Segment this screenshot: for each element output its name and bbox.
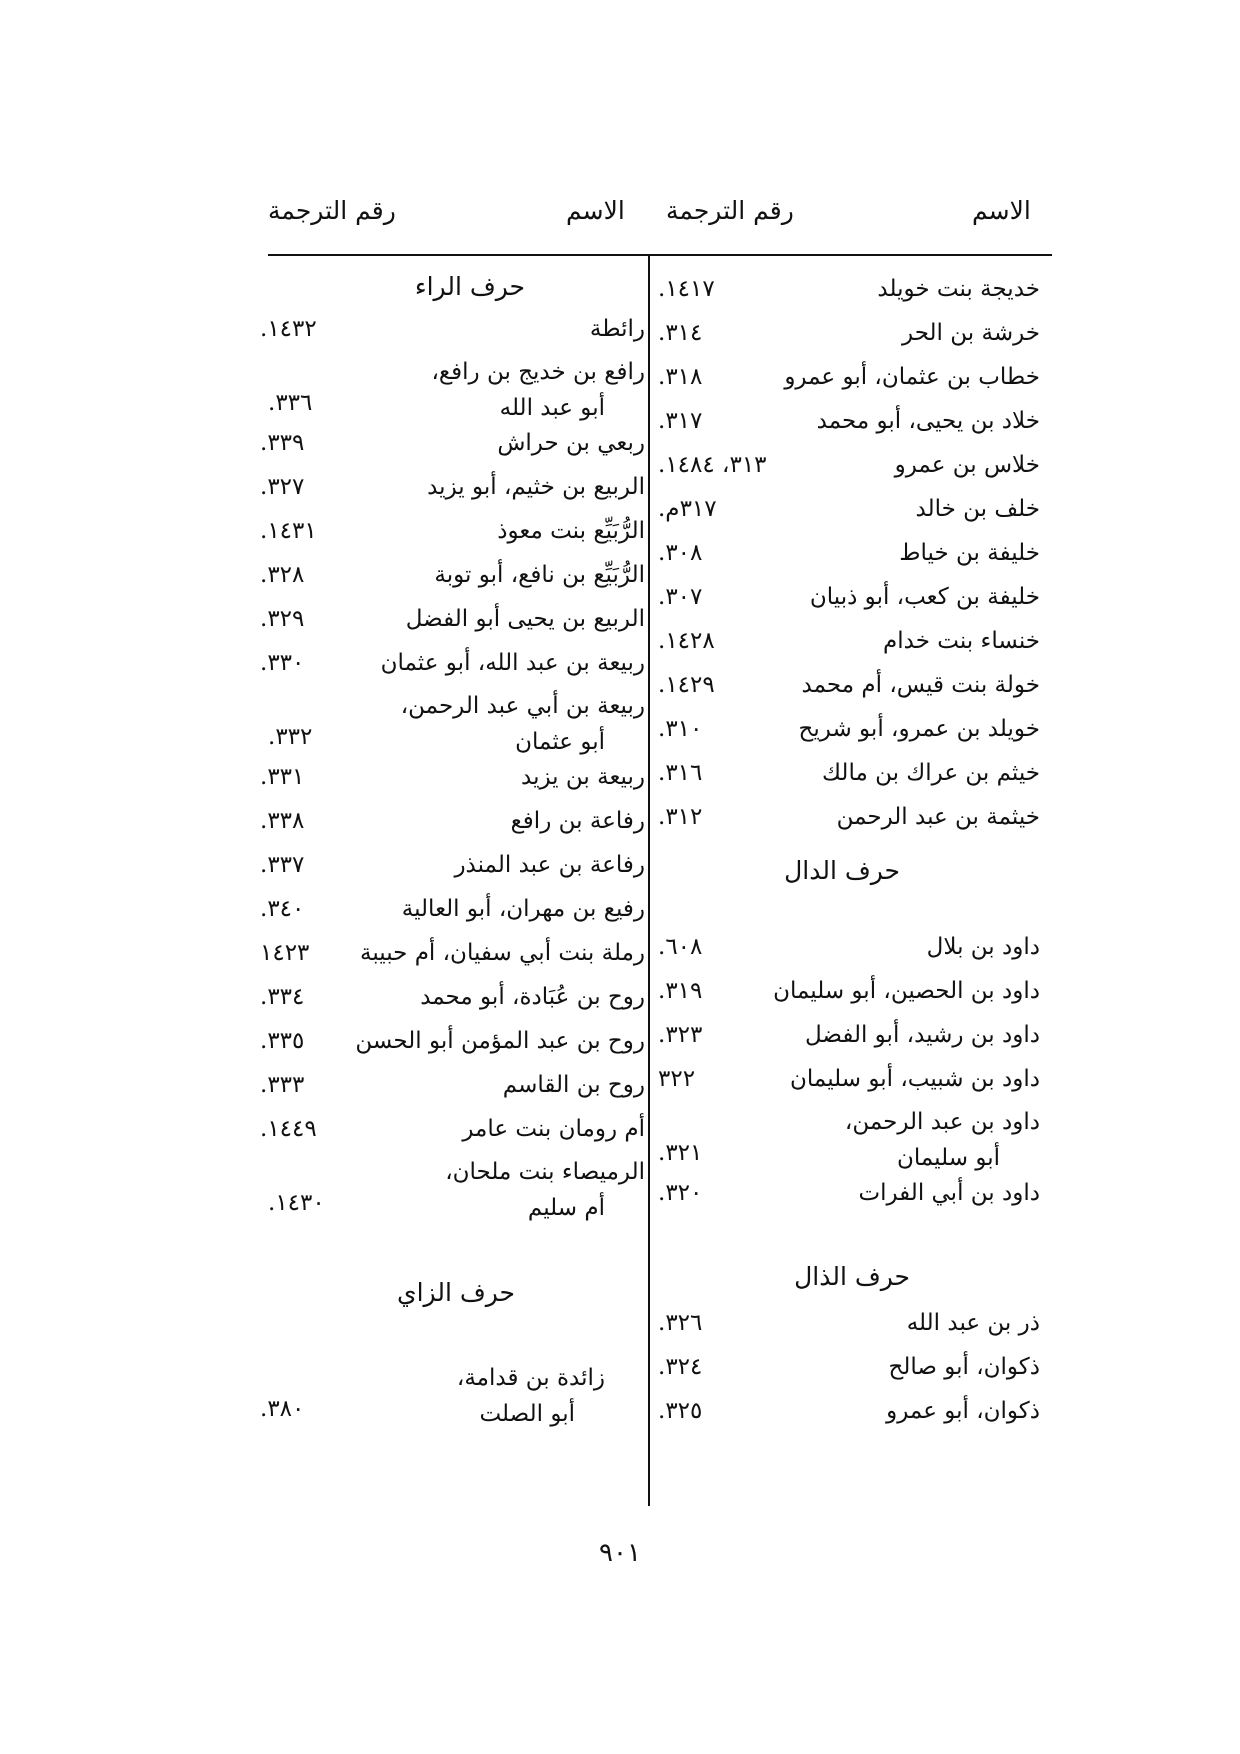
entry-name: رفيع بن مهران، أبو العالية <box>401 896 645 922</box>
spacer <box>650 1218 1040 1248</box>
entry-number: ٣١٧م. <box>658 496 717 522</box>
entry-group-ra-1 <box>260 310 645 354</box>
index-entry <box>260 644 645 688</box>
index-entry <box>650 754 1040 798</box>
index-entry <box>650 1304 1040 1348</box>
entry-number: ١٤٢٨. <box>658 628 715 654</box>
entry-number: ١٤٢٣ <box>260 940 310 966</box>
header-right-number: رقم الترجمة <box>666 196 794 225</box>
index-entry <box>260 468 645 512</box>
entry-number: ٣١٨. <box>658 364 703 390</box>
index-entry <box>650 534 1040 578</box>
entry-name: رملة بنت أبي سفيان، أم حبيبة <box>360 940 645 966</box>
entry-number: ٣٣٢. <box>268 724 313 750</box>
index-entry <box>650 1174 1040 1218</box>
entry-name: داود بن بلال <box>926 934 1040 960</box>
left-column <box>260 270 645 1430</box>
entry-number: ٣٣٤. <box>260 984 305 1010</box>
entry-number: ٣١٠. <box>658 716 703 742</box>
entry-number: ٣٢٣. <box>658 1022 703 1048</box>
entry-number: ٣١٩. <box>658 978 703 1004</box>
index-entry <box>260 802 645 846</box>
entry-number: ٣١٧. <box>658 408 703 434</box>
entry-name: خنساء بنت خدام <box>883 628 1040 654</box>
entry-name-line2: أم سليم <box>527 1195 605 1221</box>
entry-group-ra-3 <box>260 758 645 1154</box>
entry-name: ذكوان، أبو صالح <box>888 1354 1040 1380</box>
entry-number: ٣٣٨. <box>260 808 305 834</box>
entry-number: ٣٢٩. <box>260 606 305 632</box>
entry-name-line1: الرميصاء بنت ملحان، <box>445 1159 645 1185</box>
entry-number: ٣٢٢ <box>658 1066 696 1092</box>
entry-group-kha <box>650 270 1040 842</box>
index-entry <box>260 310 645 354</box>
entry-name: خليفة بن خياط <box>899 540 1040 566</box>
index-entry <box>260 1360 645 1430</box>
entry-number: ٣١٤. <box>658 320 703 346</box>
entry-name: خلاس بن عمرو <box>894 452 1040 478</box>
entry-name: الربيع بن خثيم، أبو يزيد <box>427 474 645 500</box>
entry-name: ربيعة بن عبد الله، أبو عثمان <box>380 650 645 676</box>
index-entry <box>260 1022 645 1066</box>
entry-name: خرشة بن الحر <box>902 320 1040 346</box>
entry-name: رفاعة بن عبد المنذر <box>454 852 645 878</box>
index-entry <box>650 358 1040 402</box>
index-entry <box>260 1066 645 1110</box>
entry-name: ربيعة بن يزيد <box>521 764 645 790</box>
entry-number: ١٤٣٠. <box>268 1190 325 1216</box>
entry-name: خديجة بنت خويلد <box>877 276 1040 302</box>
entry-number: ٣١٣، ١٤٨٤. <box>658 452 767 478</box>
entry-number: ٣٨٠. <box>260 1396 305 1422</box>
entry-name-line1: داود بن عبد الرحمن، <box>844 1109 1040 1135</box>
entry-number: ٣٠٧. <box>658 584 703 610</box>
spacer <box>260 1224 645 1264</box>
index-entry <box>650 1392 1040 1436</box>
index-entry <box>650 270 1040 314</box>
entry-number: ٣٣٠. <box>260 650 305 676</box>
entry-group-ra-2 <box>260 424 645 688</box>
entry-name: خطاب بن عثمان، أبو عمرو <box>784 364 1040 390</box>
entry-name: داود بن رشيد، أبو الفضل <box>804 1022 1040 1048</box>
entry-number: ٣٢٧. <box>260 474 305 500</box>
entry-name: خيثم بن عراك بن مالك <box>822 760 1040 786</box>
index-entry <box>650 928 1040 972</box>
index-entry <box>260 354 645 424</box>
index-entry <box>260 1154 645 1224</box>
entry-number: ٣٢٦. <box>658 1310 703 1336</box>
header-right-name: الاسم <box>972 196 1031 225</box>
entry-name: رائطة <box>589 316 645 342</box>
index-entry <box>260 978 645 1022</box>
page-number: ٩٠١ <box>599 1538 641 1568</box>
entry-number: ١٤٣١. <box>260 518 317 544</box>
entry-number: ٦٠٨. <box>658 934 703 960</box>
index-entry <box>260 846 645 890</box>
index-entry <box>650 710 1040 754</box>
entry-number: ٣٢١. <box>658 1140 703 1166</box>
entry-group-dhal <box>650 1304 1040 1436</box>
entry-number: ٣٣٧. <box>260 852 305 878</box>
entry-number: ٣٣٥. <box>260 1028 305 1054</box>
entry-name: خولة بنت قيس، أم محمد <box>801 672 1040 698</box>
index-entry <box>260 424 645 468</box>
entry-number: ٣١٢. <box>658 804 703 830</box>
entry-name: ذر بن عبد الله <box>906 1310 1040 1336</box>
entry-number: ٣٠٨. <box>658 540 703 566</box>
spacer <box>260 1320 645 1360</box>
section-heading-dal: حرف الدال <box>784 856 900 885</box>
right-column <box>650 270 1040 1436</box>
index-entry <box>260 600 645 644</box>
entry-name: أم رومان بنت عامر <box>462 1116 645 1142</box>
index-entry <box>650 446 1040 490</box>
entry-name: روح بن القاسم <box>502 1072 645 1098</box>
entry-number: ١٤٢٩. <box>658 672 715 698</box>
index-entry <box>260 758 645 802</box>
index-entry <box>650 402 1040 446</box>
entry-number: ٣٤٠. <box>260 896 305 922</box>
index-entry <box>260 688 645 758</box>
entry-name-line2: أبو عبد الله <box>499 395 605 421</box>
entry-name-line2: أبو عثمان <box>515 729 605 755</box>
section-heading-zay: حرف الزاي <box>397 1278 515 1307</box>
entry-number: ٣١٦. <box>658 760 703 786</box>
header-rule <box>268 254 1052 256</box>
index-entry <box>260 556 645 600</box>
index-entry <box>650 666 1040 710</box>
index-entry <box>650 1016 1040 1060</box>
entry-number: ٣٢٨. <box>260 562 305 588</box>
index-entry <box>650 314 1040 358</box>
index-entry <box>260 512 645 556</box>
header-left-name: الاسم <box>566 196 625 225</box>
entry-name: روح بن عبد المؤمن أبو الحسن <box>355 1028 645 1054</box>
entry-name: خلاد بن يحيى، أبو محمد <box>816 408 1040 434</box>
entry-name: الربيع بن يحيى أبو الفضل <box>405 606 645 632</box>
entry-name: ربعي بن حراش <box>497 430 645 456</box>
entry-name: خيثمة بن عبد الرحمن <box>836 804 1040 830</box>
entry-group-dal-end <box>650 1174 1040 1218</box>
entry-number: ٣٢٥. <box>658 1398 703 1424</box>
entry-name-line1: رافع بن خديج بن رافع، <box>431 359 645 385</box>
entry-name: خليفة بن كعب، أبو ذبيان <box>809 584 1040 610</box>
index-entry <box>650 798 1040 842</box>
entry-group-dal <box>650 928 1040 1104</box>
index-entry <box>260 934 645 978</box>
section-heading-dhal: حرف الذال <box>794 1262 910 1291</box>
entry-name: رفاعة بن رافع <box>510 808 645 834</box>
entry-name: ذكوان، أبو عمرو <box>886 1398 1040 1424</box>
index-entry <box>650 1104 1040 1174</box>
entry-name-line1: زائدة بن قدامة، <box>456 1365 605 1391</box>
index-entry <box>650 622 1040 666</box>
entry-name: داود بن الحصين، أبو سليمان <box>773 978 1040 1004</box>
entry-name-line1: ربيعة بن أبي عبد الرحمن، <box>400 693 645 719</box>
entry-number: ١٤٣٢. <box>260 316 317 342</box>
entry-number: ٣٣١. <box>260 764 305 790</box>
entry-number: ٣٣٩. <box>260 430 305 456</box>
header-left-number: رقم الترجمة <box>268 196 396 225</box>
entry-name: خويلد بن عمرو، أبو شريح <box>798 716 1040 742</box>
index-entry <box>260 1110 645 1154</box>
index-entry <box>260 890 645 934</box>
entry-name: داود بن أبي الفرات <box>858 1180 1040 1206</box>
index-entry <box>650 1060 1040 1104</box>
index-entry <box>650 972 1040 1016</box>
entry-number: ٣٢٠. <box>658 1180 703 1206</box>
index-entry <box>650 578 1040 622</box>
entry-name: الرُّبَيِّع بن نافع، أبو توبة <box>434 562 645 588</box>
index-entry <box>650 1348 1040 1392</box>
entry-name: داود بن شبيب، أبو سليمان <box>790 1066 1040 1092</box>
section-heading-ra: حرف الراء <box>414 272 525 301</box>
entry-name-line2: أبو سليمان <box>896 1145 1000 1171</box>
entry-number: ١٤٤٩. <box>260 1116 317 1142</box>
entry-name: روح بن عُبَادة، أبو محمد <box>420 984 645 1010</box>
entry-number: ٣٣٣. <box>260 1072 305 1098</box>
spacer <box>650 898 1040 928</box>
entry-number: ٣٢٤. <box>658 1354 703 1380</box>
index-entry <box>650 490 1040 534</box>
entry-name: الرُّبَيِّع بنت معوذ <box>497 518 645 544</box>
entry-name: خلف بن خالد <box>915 496 1040 522</box>
entry-name-line2: أبو الصلت <box>479 1401 575 1427</box>
entry-number: ١٤١٧. <box>658 276 715 302</box>
entry-number: ٣٣٦. <box>268 390 313 416</box>
